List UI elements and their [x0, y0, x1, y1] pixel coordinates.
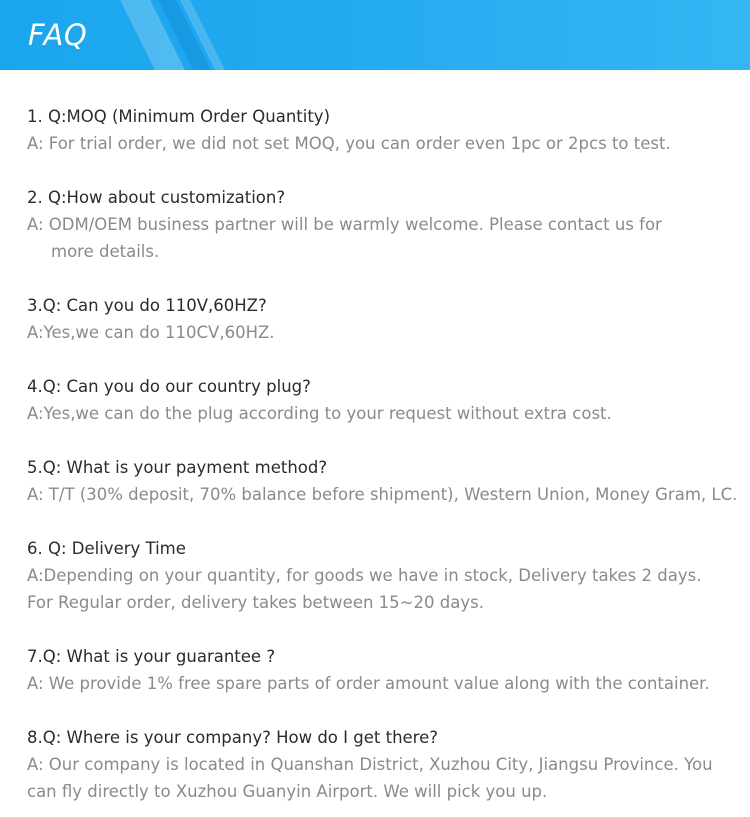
faq-answer: A: We provide 1% free spare parts of order amount value along with the container. [27, 674, 710, 693]
faq-item-6 [27, 535, 739, 616]
banner-stripes-decoration [0, 0, 750, 70]
faq-answer: A: ODM/OEM business partner will be warmly welcome. Please contact us for [27, 215, 662, 234]
faq-question: 8.Q: Where is your company? How do I get there? [27, 728, 439, 747]
faq-item-3 [27, 292, 739, 346]
faq-item-7 [27, 643, 739, 697]
faq-answer: A: For trial order, we did not set MOQ, you can order even 1pc or 2pcs to test. [27, 134, 671, 153]
faq-question: 7.Q: What is your guarantee ? [27, 647, 276, 666]
faq-item-8 [27, 724, 739, 805]
faq-item-1 [27, 103, 739, 157]
faq-answer: A:Yes,we can do 110CV,60HZ. [27, 323, 275, 342]
faq-list [27, 103, 739, 805]
faq-answer: A:Depending on your quantity, for goods we have in stock, Delivery takes 2 days. [27, 566, 702, 585]
faq-question: 4.Q: Can you do our country plug? [27, 377, 311, 396]
faq-answer: A: T/T (30% deposit, 70% balance before shipment), Western Union, Money Gram, LC. [27, 485, 738, 504]
faq-question: 1. Q:MOQ (Minimum Order Quantity) [27, 107, 331, 126]
faq-item-2 [27, 184, 739, 265]
faq-item-4 [27, 373, 739, 427]
faq-answer: A:Yes,we can do the plug according to your request without extra cost. [27, 404, 612, 423]
faq-question: 3.Q: Can you do 110V,60HZ? [27, 296, 267, 315]
faq-question: 6. Q: Delivery Time [27, 539, 186, 558]
faq-answer-continued: can fly directly to Xuzhou Guanyin Airport. We will pick you up. [27, 782, 548, 801]
faq-banner [0, 0, 750, 70]
faq-answer-continued: For Regular order, delivery takes between 15~20 days. [27, 593, 484, 612]
page-title: FAQ [28, 18, 88, 52]
faq-question: 2. Q:How about customization? [27, 188, 286, 207]
faq-answer: A: Our company is located in Quanshan District, Xuzhou City, Jiangsu Province. You [27, 755, 713, 774]
faq-item-5 [27, 454, 739, 508]
faq-answer-continued: more details. [51, 242, 160, 261]
faq-question: 5.Q: What is your payment method? [27, 458, 328, 477]
